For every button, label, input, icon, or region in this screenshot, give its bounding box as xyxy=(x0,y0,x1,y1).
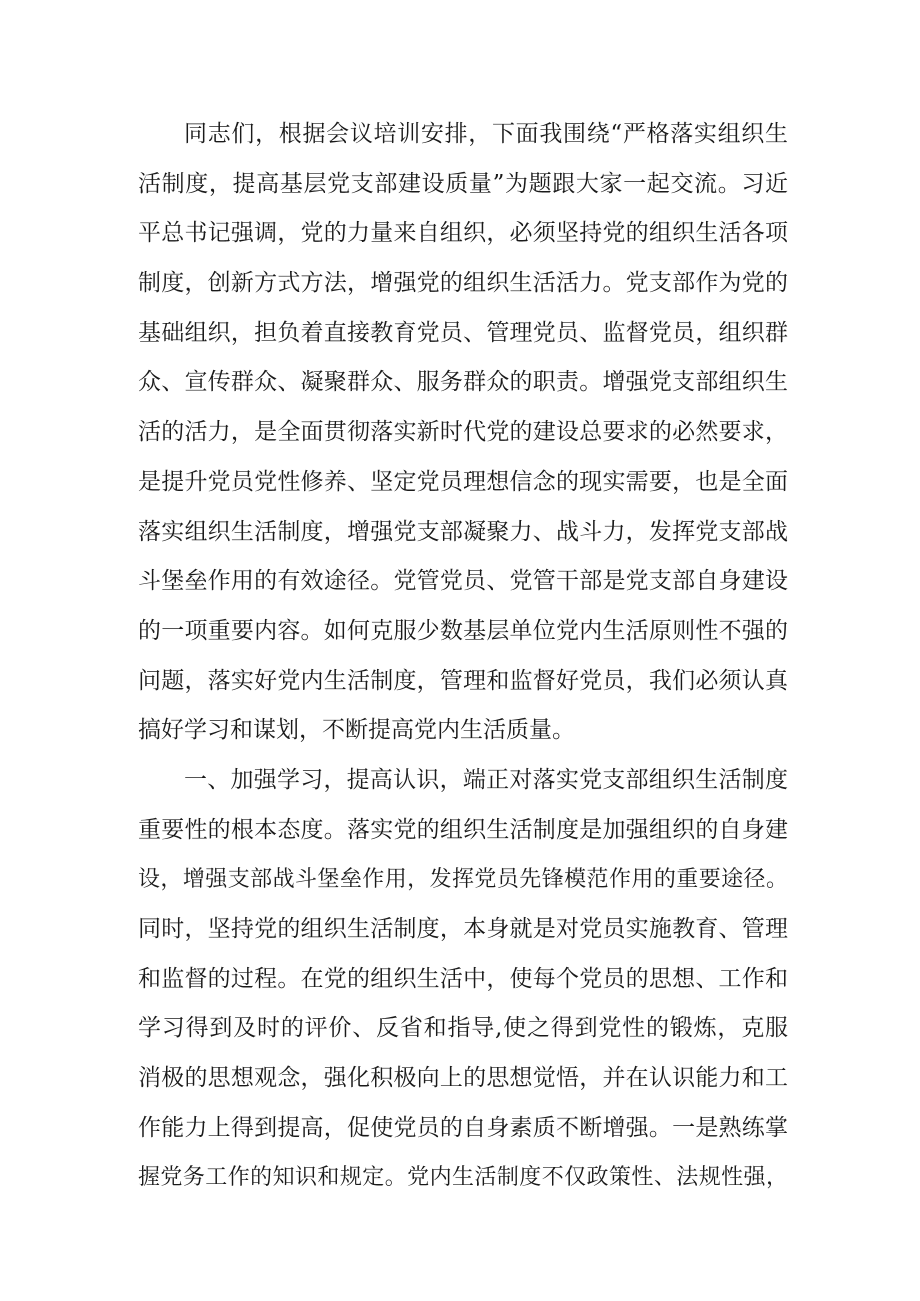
paragraph-section-one xyxy=(138,756,788,1203)
text-line: 学习得到及时的评价、反省和指导,使之得到党性的锻炼，克服 xyxy=(138,1015,788,1042)
text-line: 设，增强支部战斗堡垒作用，发挥党员先锋模范作用的重要途径。 xyxy=(138,867,788,893)
text-line: 制度，创新方式方法，增强党的组织生活活力。党支部作为党的 xyxy=(138,270,788,297)
text-line: 作能力上得到提高，促使党员的自身素质不断增强。一是熟练掌 xyxy=(138,1114,788,1141)
text-line: 基础组织，担负着直接教育党员、管理党员、监督党员，组织群 xyxy=(138,319,788,346)
document-body xyxy=(138,110,788,1203)
text-line: 斗堡垒作用的有效途径。党管党员、党管干部是党支部自身建设 xyxy=(138,568,788,595)
text-line: 活制度，提高基层党支部建设质量”为题跟大家一起交流。习近 xyxy=(138,170,788,197)
text-line: 活的活力，是全面贯彻落实新时代党的建设总要求的必然要求， xyxy=(138,419,788,446)
text-line: 问题，落实好党内生活制度，管理和监督好党员，我们必须认真 xyxy=(138,667,788,694)
text-line: 众、宣传群众、凝聚群众、服务群众的职责。增强党支部组织生 xyxy=(138,369,788,396)
text-line: 和监督的过程。在党的组织生活中，使每个党员的思想、工作和 xyxy=(138,965,788,992)
text-line: 消极的思想观念，强化积极向上的思想觉悟，并在认识能力和工 xyxy=(138,1065,788,1092)
text-line: 搞好学习和谋划，不断提高党内生活质量。 xyxy=(138,717,575,744)
paragraph-intro xyxy=(138,110,788,756)
text-line: 的一项重要内容。如何克服少数基层单位党内生活原则性不强的 xyxy=(138,617,788,644)
text-line: 重要性的根本态度。落实党的组织生活制度是加强组织的自身建 xyxy=(138,816,788,843)
text-line: 是提升党员党性修养、坚定党员理想信念的现实需要，也是全面 xyxy=(138,468,788,495)
text-line: 落实组织生活制度，增强党支部凝聚力、战斗力，发挥党支部战 xyxy=(138,518,788,545)
text-line: 平总书记强调，党的力量来自组织，必须坚持党的组织生活各项 xyxy=(138,220,788,247)
text-line: 同时，坚持党的组织生活制度，本身就是对党员实施教育、管理 xyxy=(138,916,788,942)
text-line: 同志们，根据会议培训安排，下面我围绕“严格落实组织生 xyxy=(184,121,788,147)
text-line: 握党务工作的知识和规定。党内生活制度不仅政策性、法规性强， xyxy=(138,1165,788,1191)
text-line: 一、加强学习，提高认识，端正对落实党支部组织生活制度 xyxy=(184,766,788,793)
